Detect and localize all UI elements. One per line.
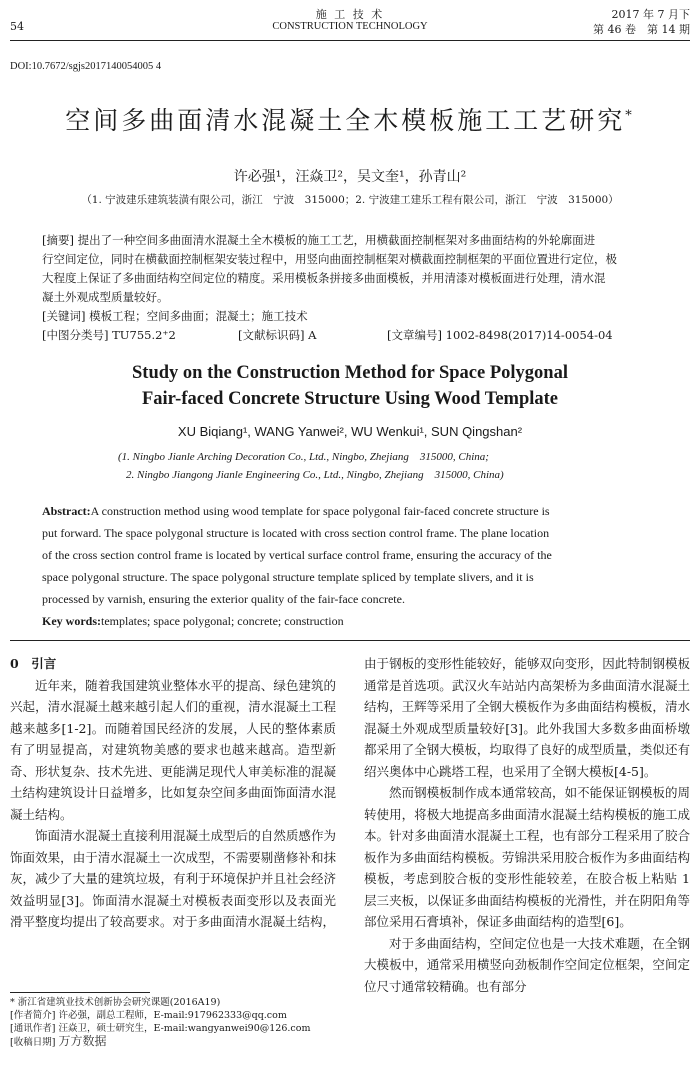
abstract-cn-line: 大程度上保证了多曲面结构空间定位的精度。采用模板条拼接多曲面模板，并用清漆对模板面进行处理，清水混	[42, 271, 606, 285]
watermark: 万方数据	[58, 1034, 107, 1048]
keywords-en-label: Key words:	[42, 614, 101, 628]
right-column	[364, 653, 690, 997]
doc-code-label: [文献标识码]	[238, 328, 305, 342]
paragraph: 由于钢板的变形性能较好，能够双向变形，因此特制钢模板通常是首选项。武汉火车站站内高架桥为多曲面清水混凝土结构，王辉等采用了全钢大模板作为多曲面结构模板，清水混凝土外观成型质量较好[3]。此外我国大多数多曲面桥墩都采用了全钢大模板，均取得了良好的成型质量，类似还有绍兴奥体中心跳塔工程，也采用了全钢大模板[4-5]。	[364, 656, 690, 779]
abstract-cn-line: 提出了一种空间多曲面清水混凝土全木模板的施工工艺，用横截面控制框架对多曲面结构的外轮廓面进	[77, 233, 596, 247]
abstract-cn-label: [摘要]	[42, 233, 74, 247]
affiliations-en-2: 2. Ningbo Jiangong Jianle Engineering Co., Ltd., Ningbo, Zhejiang 315000, China)	[126, 469, 504, 481]
keywords-cn-label: [关键词]	[42, 309, 86, 323]
affiliations-cn: （1. 宁波建乐建筑装潢有限公司，浙江 宁波 315000；2. 宁波建工建乐工程有限公司，浙江 宁波 315000）	[81, 194, 619, 206]
abstract-en-label: Abstract:	[42, 504, 91, 518]
journal-name-en: CONSTRUCTION TECHNOLOGY	[272, 21, 428, 32]
article-no: 1002-8498(2017)14-0054-04	[445, 328, 613, 342]
left-column	[10, 653, 336, 933]
abstract-en	[42, 500, 667, 632]
paragraph: 然而钢模板制作成本通常较高，如不能保证钢模板的周转使用，将极大地提高多曲面清水混凝土结构模板的施工成本。针对多曲面清水混凝土工程，也有部分工程采用了胶合板作为多曲面结构模板。劳锦洪采用胶合板作为多曲面结构模板，考虑到胶合板的变形性能较差，在胶合板上粘贴 1 层三夹板，以保证多曲面结构模板的光滑性，并在阴阳角等部位采用石膏填补，保证多曲面结构的造型[6]。	[364, 785, 690, 929]
footnote-fund: * 浙江省建筑业技术创新协会研究课题(2016A19)	[10, 997, 221, 1008]
abstract-en-line: A construction method using wood template for space polygonal fair-faced concrete structure is	[90, 504, 550, 518]
header-rule	[10, 40, 690, 41]
abstract-cn-line: 行空间定位，同时在横截面控制框架安装过程中，用竖向曲面控制框架对横截面控制框架的平面位置进行定位，极	[42, 252, 617, 266]
abstract-rule	[10, 640, 690, 641]
title-star: *	[625, 108, 635, 124]
keywords-cn: 模板工程；空间多曲面；混凝土；施工技术	[89, 309, 308, 323]
authors-en: XU Biqiang¹, WANG Yanwei², WU Wenkui¹, SUN Qingshan²	[177, 424, 523, 439]
footnote-rule	[10, 992, 150, 993]
footnote-corr: 汪焱卫，硕士研究生，E-mail:wangyanwei90@126.com	[58, 1023, 311, 1034]
journal-name-cn: 施 工 技 术	[315, 8, 385, 21]
doc-code: A	[308, 328, 317, 342]
affiliations-en-1: (1. Ningbo Jianle Arching Decoration Co., Ltd., Ningbo, Zhejiang 315000, China;	[118, 451, 489, 463]
footnote-corr-label: [通讯作者]	[10, 1023, 56, 1034]
abstract-en-line: space polygonal structure. The space polygonal structure template spliced by template slivers, and it is	[42, 570, 534, 584]
classification-label: [中图分类号]	[42, 328, 109, 342]
title-cn-text: 空间多曲面清水混凝土全木模板施工工艺研究	[65, 106, 626, 135]
abstract-cn-line: 凝土外观成型质量较好。	[42, 290, 169, 304]
keywords-en: templates; space polygonal; concrete; construction	[101, 614, 344, 628]
issue-volume: 第 46 卷 第 14 期	[593, 23, 690, 36]
title-cn	[0, 101, 700, 137]
classification: TU755.2⁺2	[112, 328, 176, 342]
footnotes	[10, 996, 336, 1049]
abstract-en-line: of the cross section control frame is located by vertical surface control frame, ensuring the accuracy of the	[42, 548, 552, 562]
paragraph: 饰面清水混凝土直接利用混凝土成型后的自然质感作为饰面效果，由于清水混凝土一次成型，不需要剔凿修补和抹灰，减少了大量的建筑垃圾，有利于环境保护并且社会经济效益明显[3]。饰面清水混凝土对模板表面变形以及表面光滑平整度均提出了较高要求。对于多曲面清水混凝土结构，	[10, 828, 336, 929]
page-number: 54	[10, 20, 24, 33]
authors-cn: 许必强¹，汪焱卫²，吴文奎¹，孙青山²	[233, 169, 467, 185]
abstract-en-line: processed by varnish, ensuring the exterior quality of the fair-face concrete.	[42, 592, 405, 606]
abstract-cn	[42, 231, 667, 345]
title-en-line2: Fair-faced Concrete Structure Using Wood Template	[141, 389, 559, 409]
doi: DOI:10.7672/sgjs2017140054005 4	[10, 61, 162, 72]
paragraph: 近年来，随着我国建筑业整体水平的提高、绿色建筑的兴起，清水混凝土越来越引起人们的重视，清水混凝土工程越来越多[1-2]。而随着国民经济的发展，人民的整体素质有了明显提高，对建筑物美感的要求也越来越高。造型新奇、形状复杂、技术先进、更能满足现代人审美标准的混凝土结构建筑设计日益增多，比如复杂空间多曲面饰面清水混凝土结构。	[10, 677, 336, 822]
title-en-line1: Study on the Construction Method for Space Polygonal	[132, 363, 568, 383]
footnote-author: 许必强，副总工程师，E-mail:917962333@qq.com	[58, 1010, 287, 1021]
issue-date: 2017 年 7 月下	[611, 8, 690, 21]
footnote-recv-label: [收稿日期]	[10, 1037, 56, 1048]
section-heading: 0 引言	[10, 656, 57, 671]
article-no-label: [文章编号]	[387, 328, 442, 342]
footnote-author-label: [作者简介]	[10, 1010, 56, 1021]
paragraph: 对于多曲面结构，空间定位也是一大技术难题，在全钢大模板中，通常采用横竖向劲板制作空间定位框架，空间定位尺寸通常较精确。也有部分	[364, 935, 690, 994]
abstract-en-line: put forward. The space polygonal structure is located with cross section control frame. The plane location	[42, 526, 550, 540]
